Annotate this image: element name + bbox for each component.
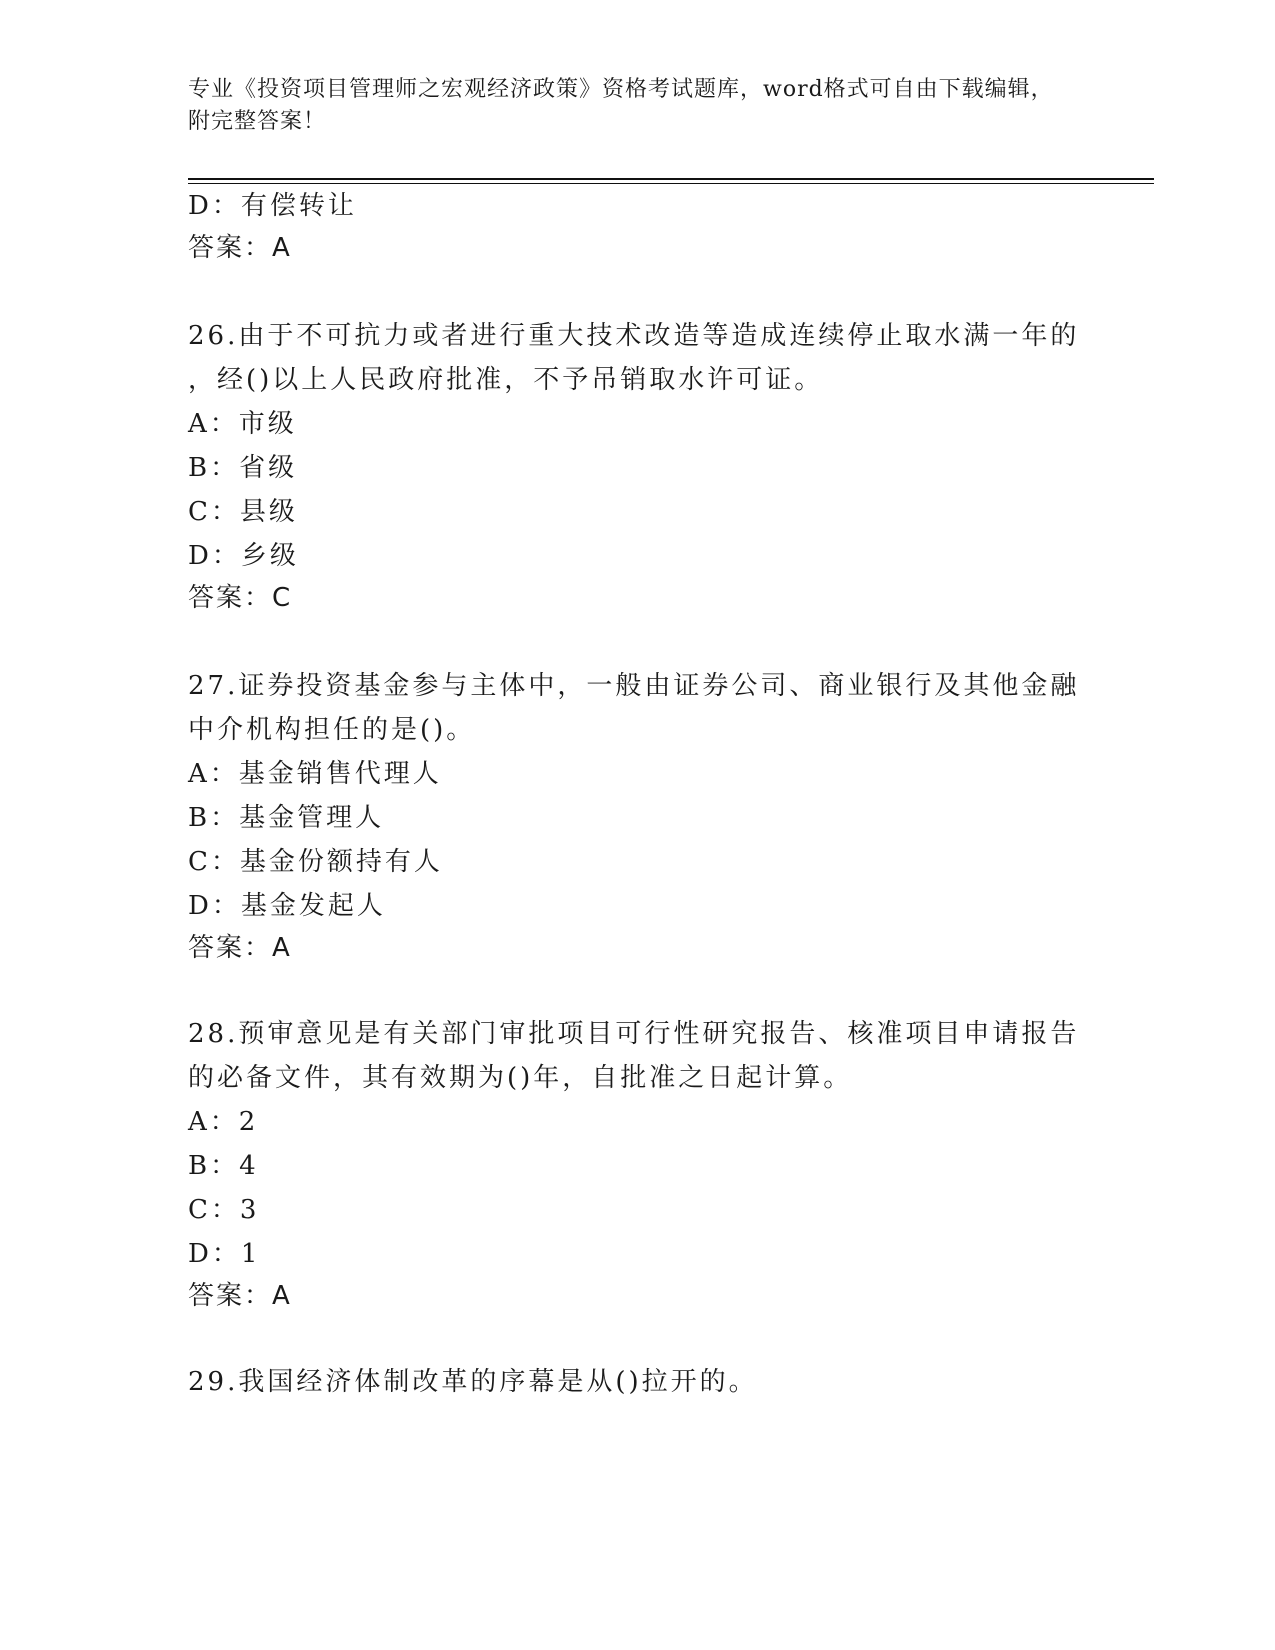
question-stem: 26.由于不可抗力或者进行重大技术改造等造成连续停止取水满一年的: [188, 321, 1080, 351]
answer: 答案：C: [188, 583, 293, 613]
question-stem: 中介机构担任的是()。: [188, 715, 476, 745]
option-d: D：有偿转让: [188, 191, 357, 221]
option-b: B：基金管理人: [188, 803, 385, 833]
answer: 答案：A: [188, 933, 292, 963]
header-divider-thick: [188, 178, 1154, 180]
option-d: D：乡级: [188, 541, 299, 571]
option-b: B：省级: [188, 453, 298, 483]
option-a: A：2: [188, 1107, 259, 1137]
question-stem: 的必备文件，其有效期为()年，自批准之日起计算。: [188, 1063, 853, 1093]
question-stem: 29.我国经济体制改革的序幕是从()拉开的。: [188, 1367, 758, 1397]
option-a: A：市级: [188, 409, 297, 439]
question-stem: 28.预审意见是有关部门审批项目可行性研究报告、核准项目申请报告: [188, 1019, 1080, 1049]
option-c: C：3: [188, 1195, 260, 1225]
option-d: D：1: [188, 1239, 261, 1269]
option-a: A：基金销售代理人: [188, 759, 442, 789]
question-stem: 27.证券投资基金参与主体中，一般由证券公司、商业银行及其他金融: [188, 671, 1080, 701]
option-c: C：基金份额持有人: [188, 847, 443, 877]
header-divider-thin: [188, 183, 1154, 184]
option-d: D：基金发起人: [188, 891, 386, 921]
document-header: 专业《投资项目管理师之宏观经济政策》资格考试题库，word格式可自由下载编辑，附完整答案！: [188, 77, 1054, 134]
answer: 答案：A: [188, 233, 292, 263]
answer: 答案：A: [188, 1281, 292, 1311]
question-stem: ，经()以上人民政府批准，不予吊销取水许可证。: [188, 365, 824, 395]
option-b: B：4: [188, 1151, 259, 1181]
option-c: C：县级: [188, 497, 298, 527]
